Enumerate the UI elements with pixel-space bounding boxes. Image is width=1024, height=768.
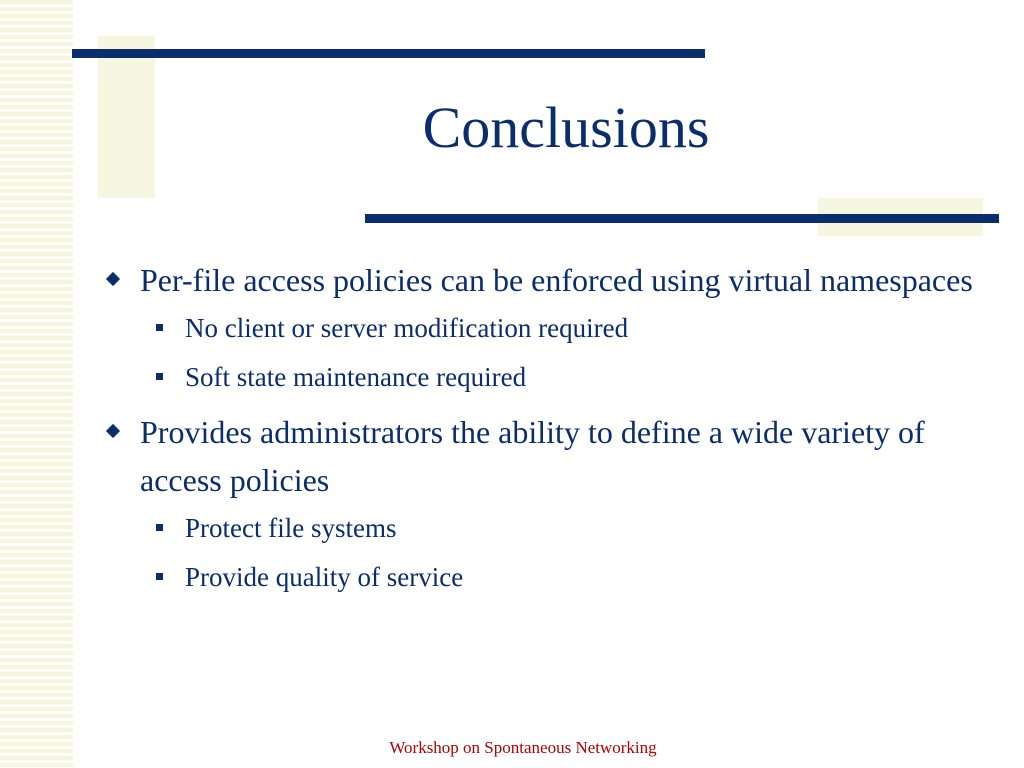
bullet-item xyxy=(108,256,988,304)
bullet-text: Provides administrators the ability to define a wide variety of access policies xyxy=(140,414,925,498)
sub-bullet-text: Soft state maintenance required xyxy=(185,362,527,392)
square-bullet-icon xyxy=(156,573,163,580)
diamond-bullet-icon xyxy=(106,424,120,438)
title-rule-bottom xyxy=(365,214,999,223)
slide-footer: Workshop on Spontaneous Networking xyxy=(389,738,657,757)
sub-bullet-item xyxy=(185,304,988,353)
title-rule-top xyxy=(72,49,705,58)
square-bullet-icon xyxy=(156,524,163,531)
sub-bullet-item xyxy=(185,553,988,602)
decorative-block-left xyxy=(98,36,155,198)
striped-border-decoration xyxy=(0,0,73,768)
sub-bullet-item xyxy=(185,353,988,402)
sub-bullet-text: Protect file systems xyxy=(185,513,397,543)
square-bullet-icon xyxy=(156,324,163,331)
bullet-text: Per-file access policies can be enforced using virtual namespaces xyxy=(140,262,973,298)
slide-title: Conclusions xyxy=(422,95,710,160)
sub-bullet-text: Provide quality of service xyxy=(185,562,464,592)
sub-bullet-item xyxy=(185,504,988,553)
square-bullet-icon xyxy=(156,373,163,380)
bullet-item xyxy=(108,408,988,504)
diamond-bullet-icon xyxy=(106,272,120,286)
bullet-list xyxy=(108,256,988,602)
sub-bullet-text: No client or server modification required xyxy=(185,313,629,343)
